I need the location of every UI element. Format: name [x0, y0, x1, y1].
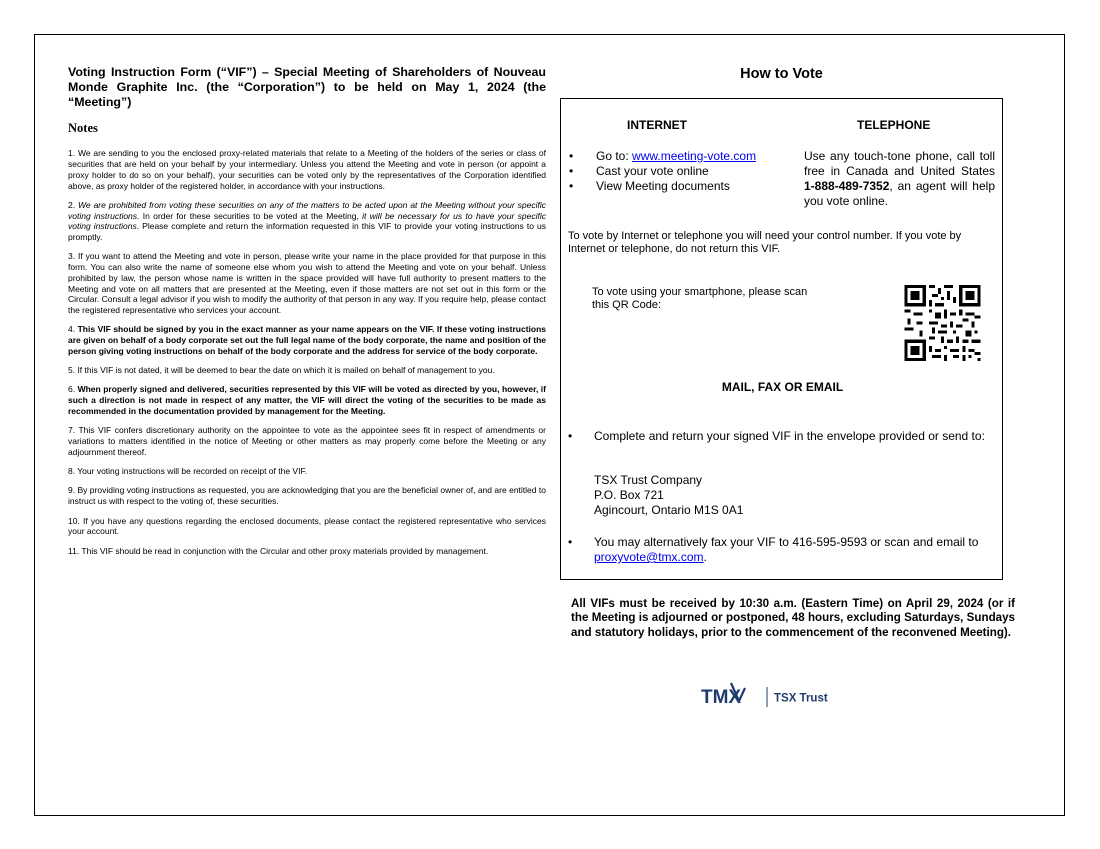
- left-column: [68, 65, 546, 565]
- note-2-number: 2.: [68, 199, 79, 210]
- fax-bullet-item: [568, 535, 998, 565]
- mail-bullet-item: [568, 429, 998, 444]
- mail-bullet-text: Complete and return your signed VIF in the envelope provided or send to:: [594, 429, 985, 443]
- telephone-number: 1-888-489-7352: [804, 179, 890, 194]
- internet-item-view: • View Meeting documents: [569, 179, 799, 194]
- note-1: 1. We are sending to you the enclosed proxy-related materials that relate to a Meeting of the holders of the series or class of securities that are held on your behalf by your intermediary. Unless you attend the Meeting and vote in person (or appoint a proxy holder to do so on your behalf), your securities can be voted only by the representatives of the Corporation identified above, as proxy holder of the registered holder, in accordance with your instructions.: [68, 148, 546, 191]
- address-line-3: Agincourt, Ontario M1S 0A1: [594, 503, 744, 517]
- logo-mark: TMX: [701, 687, 742, 708]
- fax-bullet-text: [594, 535, 998, 565]
- note-2-italic-2: it will be necessary for us to have your specific voting instructions: [68, 210, 546, 232]
- deadline-notice: All VIFs must be received by 10:30 a.m. (Eastern Time) on April 29, 2024 (or if the Meeting is adjourned or postponed, 48 hours, excluding Saturdays, Sundays and statutory holidays, prior to the commencement of the reconvened Meeting).: [571, 597, 1015, 639]
- telephone-heading: TELEPHONE: [857, 118, 931, 132]
- internet-item-goto: [569, 149, 799, 164]
- goto-label: Go to:: [596, 149, 633, 163]
- proxyvote-email-link[interactable]: proxyvote@tmx.com: [594, 550, 704, 564]
- how-to-vote-box: [560, 98, 1003, 580]
- smartphone-text: To vote using your smartphone, please scan this QR Code:: [592, 286, 808, 311]
- telephone-text-1: Use any touch-tone phone, call toll free in Canada and United States: [804, 149, 995, 179]
- mailing-address: [594, 473, 743, 518]
- note-8: 8. Your voting instructions will be recorded on receipt of the VIF.: [68, 466, 308, 477]
- logo-name: TSX Trust: [774, 692, 828, 705]
- note-7: 7. This VIF confers discretionary authority on the appointee to vote as the appointee sees fit in respect of amendments or variations to matters identified in the notice of Meeting or other matters as may properly come before the Meeting or any adjournment thereof.: [68, 425, 546, 457]
- bullet: •: [568, 429, 573, 443]
- note-6-number: 6.: [68, 384, 78, 395]
- mail-fax-email-heading: MAIL, FAX OR EMAIL: [721, 380, 844, 394]
- telephone-text-2: , an agent will help you vote online.: [804, 179, 995, 209]
- note-5: 5. If this VIF is not dated, it will be deemed to bear the date on which it is mailed on behalf of management to you.: [68, 365, 495, 376]
- note-2: [68, 200, 546, 243]
- form-title: Voting Instruction Form (“VIF”) – Special Meeting of Shareholders of Nouveau Monde Graphite Inc. (the “Corporation”) to be held on May 1, 2024 (the “Meeting”): [68, 65, 546, 109]
- note-6: [68, 384, 546, 416]
- meeting-vote-link[interactable]: www.meeting-vote.com: [632, 149, 757, 163]
- internet-item-cast: • Cast your vote online: [569, 164, 799, 179]
- control-number-text: To vote by Internet or telephone you will need your control number. If you vote by Internet or telephone, do not return this VIF.: [568, 230, 962, 256]
- note-2-text-1: In order for these securities to be voted at the Meeting,: [139, 210, 363, 221]
- note-4-bold: This VIF should be signed by you in the exact manner as your name appears on the VIF. If these voting instructions are given on behalf of a body corporate set out the full legal name of the body corporate, the name and position of the person giving voting instructions on behalf of the body corporate and the address for service of the body corporate.: [68, 324, 547, 356]
- fax-text: You may alternatively fax your VIF to 416-595-9593 or scan and email to: [594, 535, 979, 549]
- telephone-instructions: [804, 149, 995, 209]
- note-11: 11. This VIF should be read in conjunction with the Circular and other proxy materials provided by management.: [68, 545, 489, 556]
- address-line-1: TSX Trust Company: [594, 473, 703, 487]
- fax-text-end: .: [703, 550, 707, 564]
- note-9: 9. By providing voting instructions as requested, you are acknowledging that you are the beneficial owner of, and are entitled to instruct us with respect to the voting of, these securities.: [68, 485, 546, 507]
- note-6-bold: When properly signed and delivered, securities represented by this VIF will be voted as directed by you, however, if such a direction is not made in respect of any matter, the VIF will direct the voting of the securities to be made as recommended in the documentation provided by management for the Meeting.: [68, 384, 546, 416]
- internet-heading: INTERNET: [627, 118, 687, 132]
- internet-list: [569, 149, 799, 194]
- note-4-number: 4.: [68, 324, 78, 335]
- note-4: [68, 324, 546, 356]
- note-2-text-2: . Please complete and return the information requested in this VIF to provide your voting instructions to us promptly.: [68, 221, 546, 242]
- note-10: 10. If you have any questions regarding the enclosed documents, please contact the registered representative who services your account.: [68, 515, 546, 537]
- note-3: 3. If you want to attend the Meeting and vote in person, please write your name in the place provided for that purpose in this form. You can also write the name of someone else whom you wish to attend the Meeting and vote on your behalf. Unless prohibited by law, the person whose name is written in the space provided will have full authority to present matters to the Meeting and vote on all matters that are presented at the Meeting, even if those matters are not set out in this form or the Circular. Consult a legal advisor if you wish to modify the authority of that person in any way. If you require help, please contact the registered representative who services your account.: [68, 251, 546, 315]
- note-2-italic-1: We are prohibited from voting these securities on any of the matters to be acted upon at the Meeting without your specific voting instructions.: [68, 199, 546, 221]
- how-to-vote-title: How to Vote: [740, 66, 823, 82]
- tmx-tsx-trust-logo: [701, 681, 846, 711]
- qr-code-icon[interactable]: [904, 285, 981, 361]
- address-line-2: P.O. Box 721: [594, 488, 664, 502]
- bullet: •: [568, 535, 573, 549]
- notes-heading: Notes: [68, 121, 98, 136]
